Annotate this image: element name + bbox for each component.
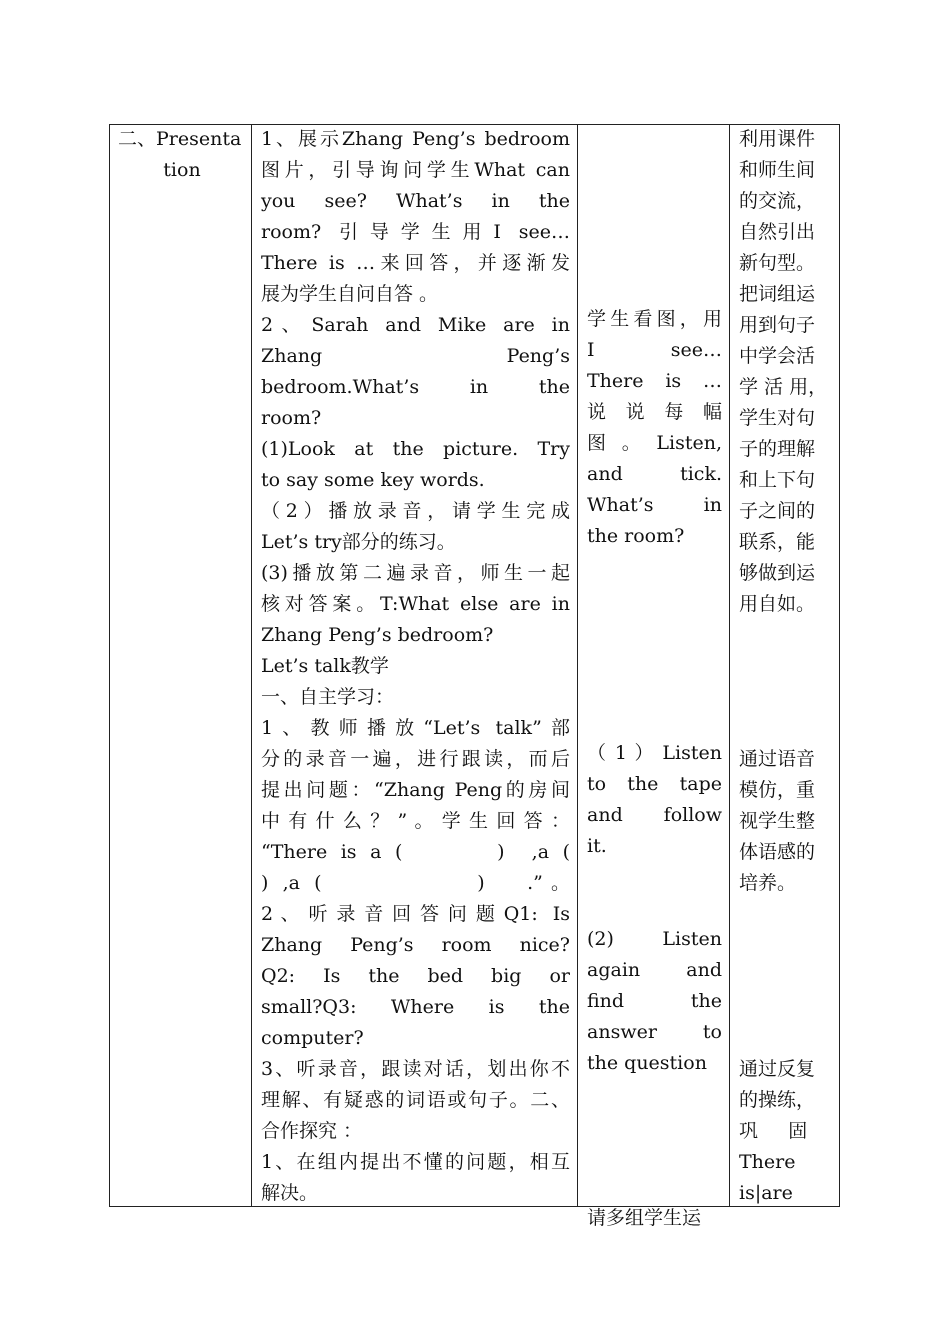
design-intent-line: 模仿，重 [739, 779, 816, 801]
teacher-activity-line: to say some key words. [261, 469, 485, 491]
design-intent-line: 利用课件 [739, 128, 816, 150]
teacher-activity-line: 分的录音一遍，进行跟读，而后 [261, 748, 570, 770]
student-activity-line: answer to [587, 1021, 722, 1043]
design-intent-line: 新句型。 [739, 252, 816, 274]
student-activity-line: (2) Listen [587, 928, 722, 950]
teacher-activity-line: small?Q3: Where is the [261, 996, 570, 1018]
design-intent-line: 通过反复 [739, 1058, 816, 1080]
design-intent-line: 和上下句 [739, 469, 816, 491]
student-activity-line: the question [587, 1052, 707, 1074]
student-activity-cell [587, 304, 722, 1234]
teacher-activity-line: (3)播放第二遍录音，师生一起 [261, 562, 570, 584]
student-activity-line: find the [587, 990, 722, 1012]
stage-label-line: tion [163, 159, 201, 181]
student-activity-line: There is … [587, 370, 722, 392]
student-activity-line: 学生看图，用 [587, 308, 722, 330]
teacher-activity-cell [261, 124, 570, 1209]
student-activity-line: again and [587, 959, 722, 981]
design-intent-line: 的交流， [739, 190, 816, 212]
column-divider [251, 125, 252, 1206]
student-activity-line: and follow [587, 804, 722, 826]
teacher-activity-line: ) ,a ( ) .”。 [261, 872, 570, 894]
student-activity-line: （ 1 ） Listen [587, 742, 722, 764]
teacher-activity-line: 1、教师播放“Let’s talk”部 [261, 717, 570, 739]
teacher-activity-line: 合作探究 ： [261, 1120, 363, 1142]
design-intent-line: 和师生间 [739, 159, 816, 181]
teacher-activity-line: 2 、 听 录 音 回 答 问 题 Q1: Is [261, 903, 570, 925]
teacher-activity-line: Let’s talk教学 [261, 655, 389, 677]
teacher-activity-line: （2）播放录音，请学生完成 [261, 500, 570, 522]
teacher-activity-line: Zhang Peng’s [261, 345, 570, 367]
student-activity-line: it. [587, 835, 607, 857]
student-activity-line: 说 说 每 幅 [587, 401, 722, 423]
design-intent-line: 把词组运 [739, 283, 816, 305]
teacher-activity-line: bedroom.What’s in the [261, 376, 570, 398]
student-activity-line: and tick. [587, 463, 722, 485]
design-intent-line: 的操练， [739, 1089, 816, 1111]
design-intent-line: 联系，能 [739, 531, 816, 553]
teacher-activity-line: 3、听录音，跟读对话，划出你不 [261, 1058, 570, 1080]
lesson-plan-table [109, 124, 840, 1229]
student-activity-line: 图 。 Listen, [587, 432, 722, 454]
teacher-activity-line: you see? What’s in the [261, 190, 570, 212]
teacher-activity-line: (1)Look at the picture. Try [261, 438, 570, 460]
design-intent-cell [739, 124, 833, 1209]
teacher-activity-line: Let’s try部分的练习。 [261, 531, 456, 553]
teacher-activity-line: Zhang Peng’s room nice? [261, 934, 570, 956]
design-intent-line: There [739, 1151, 796, 1173]
design-intent-line: 自然引出 [739, 221, 816, 243]
student-activity-line: What’s in [587, 494, 722, 516]
student-activity-line: I see… [587, 339, 722, 361]
teacher-activity-line: 一、自主学习： [261, 686, 395, 708]
teacher-activity-line: 图片，引导询问学生What can [261, 159, 570, 181]
column-divider [577, 125, 578, 1206]
teacher-activity-line: Zhang Peng’s bedroom? [261, 624, 494, 646]
teacher-activity-line: 2 、 Sarah and Mike are in [261, 314, 570, 336]
teacher-activity-line: 核对答案。T:What else are in [261, 593, 570, 615]
design-intent-line: 学 活 用， [739, 376, 828, 398]
design-intent-line: 学生对句 [739, 407, 816, 429]
student-activity-line: the room? [587, 525, 685, 547]
design-intent-line: 视学生整 [739, 810, 816, 832]
teacher-activity-line: 展为学生自问自答 。 [261, 283, 439, 305]
teacher-activity-line: room? [261, 407, 322, 429]
teacher-activity-line: Q2: Is the bed big or [261, 965, 570, 987]
student-activity-line: 请多组学生运 [587, 1207, 702, 1229]
column-divider [729, 125, 730, 1206]
design-intent-line: 体语感的 [739, 841, 816, 863]
design-intent-line: 巩 固 [739, 1120, 808, 1142]
stage-label-line: 二、Presenta [118, 128, 242, 150]
stage-cell [118, 124, 246, 186]
design-intent-line: 中学会活 [739, 345, 816, 367]
student-activity-line: to the tape [587, 773, 722, 795]
design-intent-line: 够做到运 [739, 562, 816, 584]
teacher-activity-line: 解决。 [261, 1182, 319, 1204]
design-intent-line: 用到句子 [739, 314, 816, 336]
design-intent-line: 用自如。 [739, 593, 816, 615]
teacher-activity-line: 提出问题：“Zhang Peng的房间 [261, 779, 570, 801]
teacher-activity-line: 1、展示Zhang Peng’s bedroom [261, 128, 570, 150]
design-intent-line: 通过语音 [739, 748, 816, 770]
teacher-activity-line: 1、在组内提出不懂的问题，相互 [261, 1151, 570, 1173]
design-intent-line: 子的理解 [739, 438, 816, 460]
teacher-activity-line: room? 引 导 学 生 用 I see… [261, 221, 570, 243]
design-intent-line: 培养。 [739, 872, 797, 894]
teacher-activity-line: “There is a ( ) ,a ( [261, 841, 570, 863]
teacher-activity-line: 理解、有疑惑的词语或句子。二、 [261, 1089, 570, 1111]
teacher-activity-line: 中 有 什 么 ？ ” 。 学 生 回 答 ： [261, 810, 570, 832]
teacher-activity-line: There is …来回答，并逐渐发 [261, 252, 570, 274]
teacher-activity-line: computer? [261, 1027, 364, 1049]
design-intent-line: is|are [739, 1182, 793, 1204]
design-intent-line: 子之间的 [739, 500, 816, 522]
